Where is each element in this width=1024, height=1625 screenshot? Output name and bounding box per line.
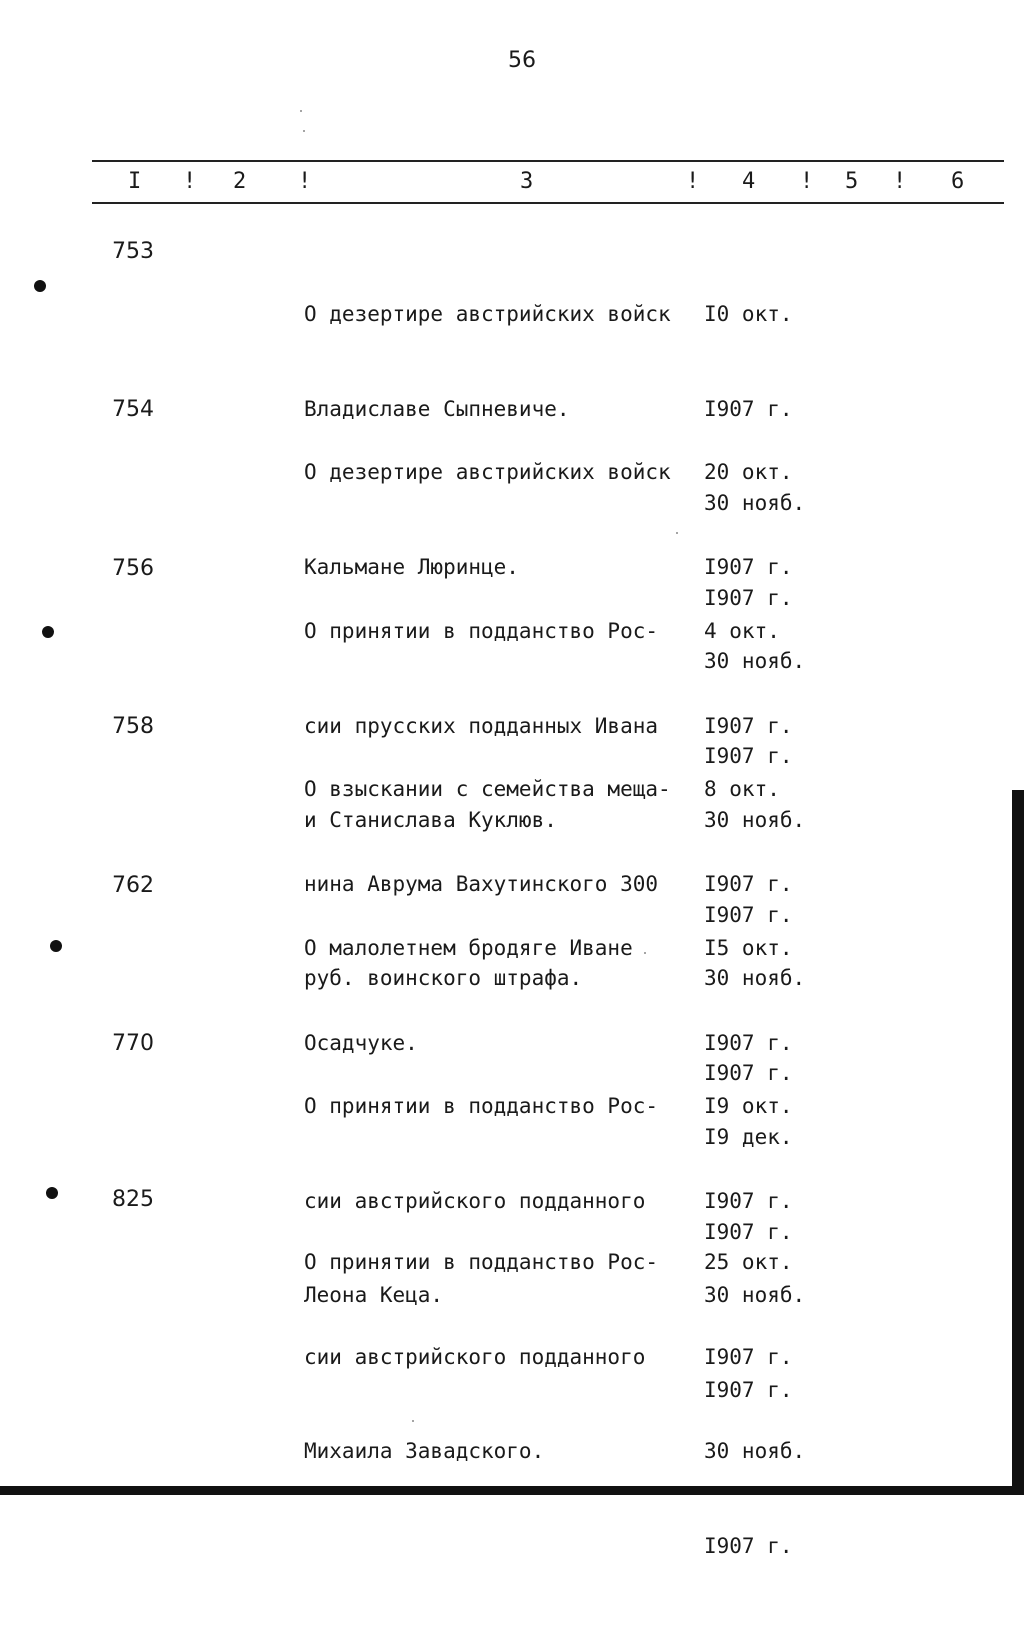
date-line: I907 г.	[704, 743, 793, 768]
header-separator: !	[800, 169, 814, 194]
header-col-3: 3	[520, 169, 534, 194]
description-line: Владиславе Сыпневиче.	[304, 396, 570, 421]
description-line: сии прусских подданных Ивана	[304, 713, 659, 738]
date-line: 30 нояб.	[704, 966, 806, 990]
date-line: 30 нояб.	[704, 1439, 806, 1463]
scan-speck	[300, 110, 302, 112]
description-line: О взыскании с семейства меща-	[304, 777, 671, 801]
header-col-5: 5	[845, 169, 859, 194]
scan-right-edge	[1012, 790, 1024, 1495]
scan-speck	[676, 532, 678, 534]
description-line: сии австрийского подданного	[304, 1344, 646, 1369]
date-line: 30 нояб.	[704, 808, 806, 832]
entry-number: 754	[112, 397, 154, 422]
date-line: 4 окт.	[704, 619, 780, 643]
date-line: I907 г.	[704, 713, 793, 738]
scan-bottom-edge	[0, 1486, 1024, 1495]
header-separator: !	[686, 169, 700, 194]
date-line: I907 г.	[704, 1219, 793, 1244]
description-line: О дезертире австрийских войск	[304, 460, 671, 484]
header-col-6: 6	[951, 169, 965, 194]
description-line: Михаила Завадского.	[304, 1439, 545, 1463]
entry-dates	[704, 1184, 805, 1625]
date-line: I9 окт.	[704, 1094, 793, 1118]
description-line: Кальмане Люринце.	[304, 554, 519, 579]
entry-description	[304, 1184, 704, 1531]
punch-hole-mark	[46, 1187, 58, 1199]
date-line: I9 дек.	[704, 1125, 793, 1149]
date-line: I907 г.	[704, 902, 793, 927]
date-line: I5 окт.	[704, 936, 793, 960]
description-line: сии австрийского подданного	[304, 1188, 646, 1213]
header-bottom-rule	[92, 202, 1004, 204]
date-line: I907 г.	[704, 1533, 793, 1558]
date-line: I907 г.	[704, 396, 793, 421]
scan-speck	[412, 1420, 414, 1422]
description-line: Осадчуке.	[304, 1030, 418, 1055]
date-line: 30 нояб.	[704, 649, 806, 673]
date-line: I907 г.	[704, 1344, 793, 1369]
description-line: О принятии в подданство Рос-	[304, 619, 659, 643]
header-col-1: I	[128, 169, 142, 194]
scan-speck	[644, 952, 646, 954]
date-line: 25 окт.	[704, 1250, 793, 1274]
entry-number: 770	[112, 1031, 154, 1056]
date-line: I907 г.	[704, 554, 793, 579]
punch-hole-mark	[42, 626, 54, 638]
description-line: и Станислава Куклюв.	[304, 808, 557, 832]
description-line: Леона Кеца.	[304, 1283, 444, 1307]
description-line: О дезертире австрийских войск	[304, 302, 671, 326]
header-separator: !	[183, 169, 197, 194]
entry-number: 762	[112, 873, 154, 898]
date-line: I907 г.	[704, 585, 793, 610]
date-line: I907 г.	[704, 1188, 793, 1213]
description-line: руб. воинского штрафа.	[304, 966, 583, 990]
header-top-rule	[92, 160, 1004, 162]
date-line: I907 г.	[704, 1377, 793, 1402]
description-line: О принятии в подданство Рос-	[304, 1094, 659, 1118]
date-line: I0 окт.	[704, 302, 793, 326]
date-line: I907 г.	[704, 871, 793, 896]
entry-number: 753	[112, 239, 154, 264]
date-line: I907 г.	[704, 1060, 793, 1085]
header-col-2: 2	[233, 169, 247, 194]
header-separator: !	[893, 169, 907, 194]
date-line: 30 нояб.	[704, 1283, 806, 1307]
date-line: I907 г.	[704, 1030, 793, 1055]
page-number: 56	[508, 48, 536, 73]
description-line: О малолетнем бродяге Иване	[304, 936, 633, 960]
description-line: О принятии в подданство Рос-	[304, 1250, 659, 1274]
punch-hole-mark	[50, 940, 62, 952]
entry-number: 756	[112, 556, 154, 581]
entry-number: 825	[112, 1187, 154, 1212]
scan-speck	[303, 130, 305, 132]
entry-number: 758	[112, 714, 154, 739]
punch-hole-mark	[34, 280, 46, 292]
date-line: 20 окт.	[704, 460, 793, 484]
header-separator: !	[298, 169, 312, 194]
date-line: 30 нояб.	[704, 491, 806, 515]
date-line: 8 окт.	[704, 777, 780, 801]
description-line: нина Аврума Вахутинского 300	[304, 871, 659, 896]
header-col-4: 4	[742, 169, 756, 194]
